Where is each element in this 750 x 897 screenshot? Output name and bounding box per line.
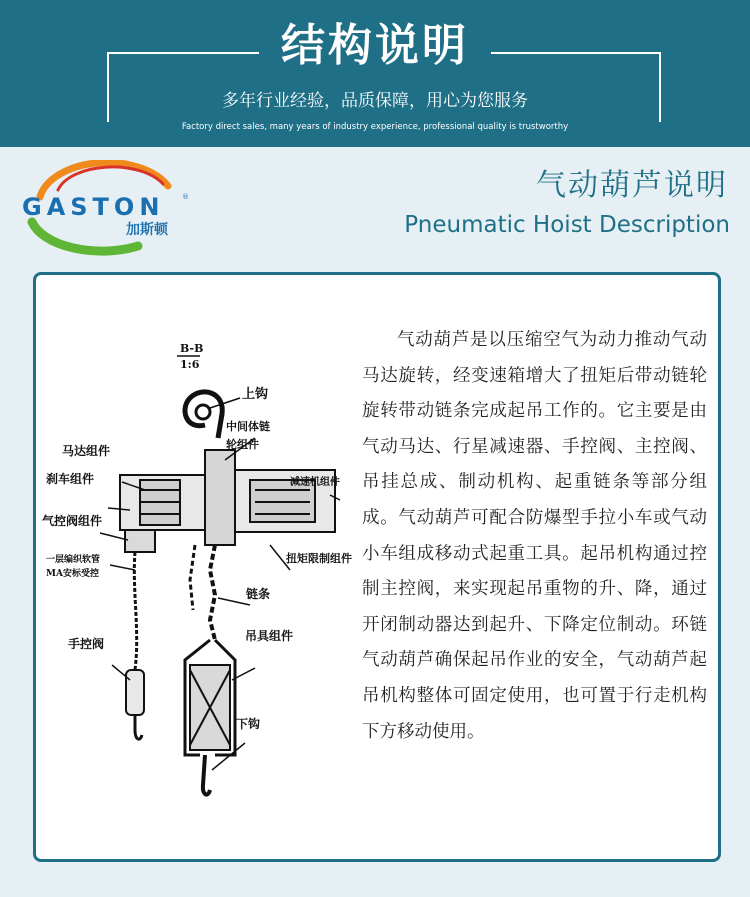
section-title-en: Pneumatic Hoist Description [404,212,730,238]
label-hand-valve: 手控阀 [68,637,105,651]
diagram-scale-bottom: 1:6 [180,358,200,371]
label-brake: 刹车组件 [46,472,95,486]
header-banner [0,0,750,147]
label-sprocket: 轮组件 [226,438,259,451]
lower-hook-shape [203,755,210,795]
label-middle-chain: 中间体链 [226,420,270,433]
page-title: 结构说明 [259,8,491,84]
hand-valve-shape [126,670,144,715]
label-hose-1: 一层编织软管 [46,555,101,565]
logo-brand: GASTON [22,193,165,221]
gaston-logo [18,160,198,260]
chain-shape [210,545,215,640]
header-subtitle: 多年行业经验，品质保障，用心为您服务 [222,91,528,111]
header-tagline: Factory direct sales, many years of industry experience, professional quality is trustworthy [176,120,574,134]
label-reducer: 减速机组件 [290,477,340,488]
hoist-diagram [40,330,360,800]
description-text: 气动葫芦是以压缩空气为动力推动气动马达旋转，经变速箱增大了扭矩后带动链轮旋转带动链条完成起吊工作的。它主要是由气动马达、行星减速器、手控阀、主控阀、吊挂总成、制动机构、起重链条等部分组成。气动葫芦可配合防爆型手拉小车或气动小车组成移动式起重工具。起吊机构通过控制主控阀，来实现起吊重物的升、降，通过开闭制动器达到起升、下降定位制动。环链气动葫芦确保起吊作业的安全，气动葫芦起吊机构整体可固定使用，也可置于行走机构下方移动使用。 [362,330,707,742]
logo-brand-cn: 加斯顿 [126,222,168,238]
label-hose-2: MA安标受控 [46,569,99,579]
label-lower-hook: 下钩 [236,717,261,731]
label-hanger: 吊具组件 [245,629,294,643]
label-torque-limiter: 扭矩限制组件 [286,552,352,565]
label-air-valve: 气控阀组件 [42,514,103,528]
section-title-cn: 气动葫芦说明 [536,168,728,203]
diagram-scale-top: B-B [180,342,204,355]
label-motor: 马达组件 [62,444,111,458]
content-card [33,272,721,862]
label-chain: 链条 [246,587,271,601]
label-upper-hook: 上钩 [242,387,269,402]
upper-hook-shape [185,392,222,438]
logo-registered: ® [182,193,189,201]
